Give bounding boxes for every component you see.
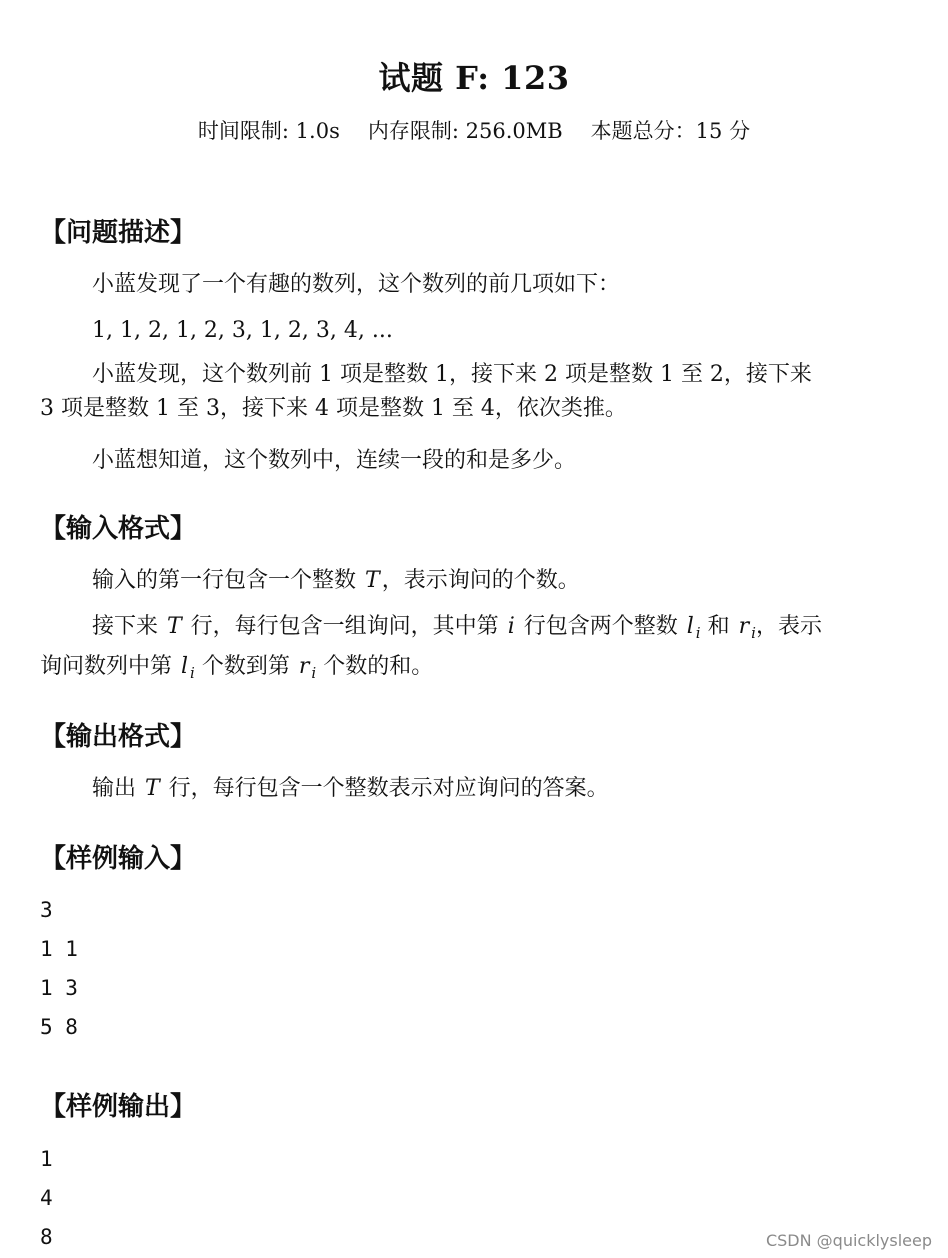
sub-i: i [311, 664, 317, 682]
sub-i: i [695, 624, 701, 642]
problem-meta [0, 116, 948, 146]
sample-output-line: 1 [40, 1147, 53, 1171]
sample-output-line: 4 [40, 1186, 53, 1210]
output-format-paragraph: 输出 T 行，每行包含一个整数表示对应询问的答案。 [92, 776, 609, 801]
total-score: 本题总分：15 分 [590, 119, 751, 143]
sample-input-line: 1 1 [40, 937, 78, 961]
memory-limit: 内存限制: 256.0MB [367, 119, 563, 143]
input-format-paragraph-1: 输入的第一行包含一个整数 T，表示询问的个数。 [92, 568, 580, 593]
sub-i: i [751, 624, 756, 642]
var-l: l [181, 654, 189, 679]
sample-output-line: 8 [40, 1225, 53, 1249]
var-T: T [145, 776, 160, 801]
var-r: r [738, 614, 750, 639]
output-format-heading: 【输出格式】 [40, 722, 197, 752]
var-l: l [686, 614, 694, 639]
var-T: T [365, 568, 380, 593]
var-r: r [298, 654, 310, 679]
sample-input-line: 3 [40, 898, 53, 922]
description-paragraph-3: 小蓝想知道，这个数列中，连续一段的和是多少。 [92, 448, 577, 473]
watermark: CSDN @quicklysleep [765, 1231, 932, 1250]
sample-input-heading: 【样例输入】 [40, 844, 197, 874]
sample-output-heading: 【样例输出】 [40, 1092, 197, 1122]
sub-i: i [190, 664, 195, 682]
var-i: i [507, 614, 515, 639]
time-limit: 时间限制: 1.0s [197, 119, 340, 143]
var-T: T [167, 614, 182, 639]
description-heading: 【问题描述】 [40, 218, 197, 248]
description-paragraph-1: 小蓝发现了一个有趣的数列，这个数列的前几项如下： [92, 272, 621, 297]
sample-input-line: 1 3 [40, 976, 78, 1000]
sequence-example: 1, 1, 2, 1, 2, 3, 1, 2, 3, 4, ... [92, 318, 393, 343]
problem-title: 试题 F: 123 [378, 59, 570, 97]
input-format-heading: 【输入格式】 [40, 514, 197, 544]
input-format-paragraph-2: 接下来 T 行，每行包含一组询问，其中第 i 行包含两个整数 l $_i$ 和 r $_i$，表示 询问数列中第 l $_i$ 个数到第 r $_i$ 个数的和。 [40, 614, 822, 682]
sample-input-line: 5 8 [40, 1015, 78, 1039]
description-paragraph-2: 小蓝发现，这个数列前 1 项是整数 1，接下来 2 项是整数 1 至 2，接下来 3 项是整数 1 至 3，接下来 4 项是整数 1 至 4，依次类推。 [40, 362, 812, 421]
